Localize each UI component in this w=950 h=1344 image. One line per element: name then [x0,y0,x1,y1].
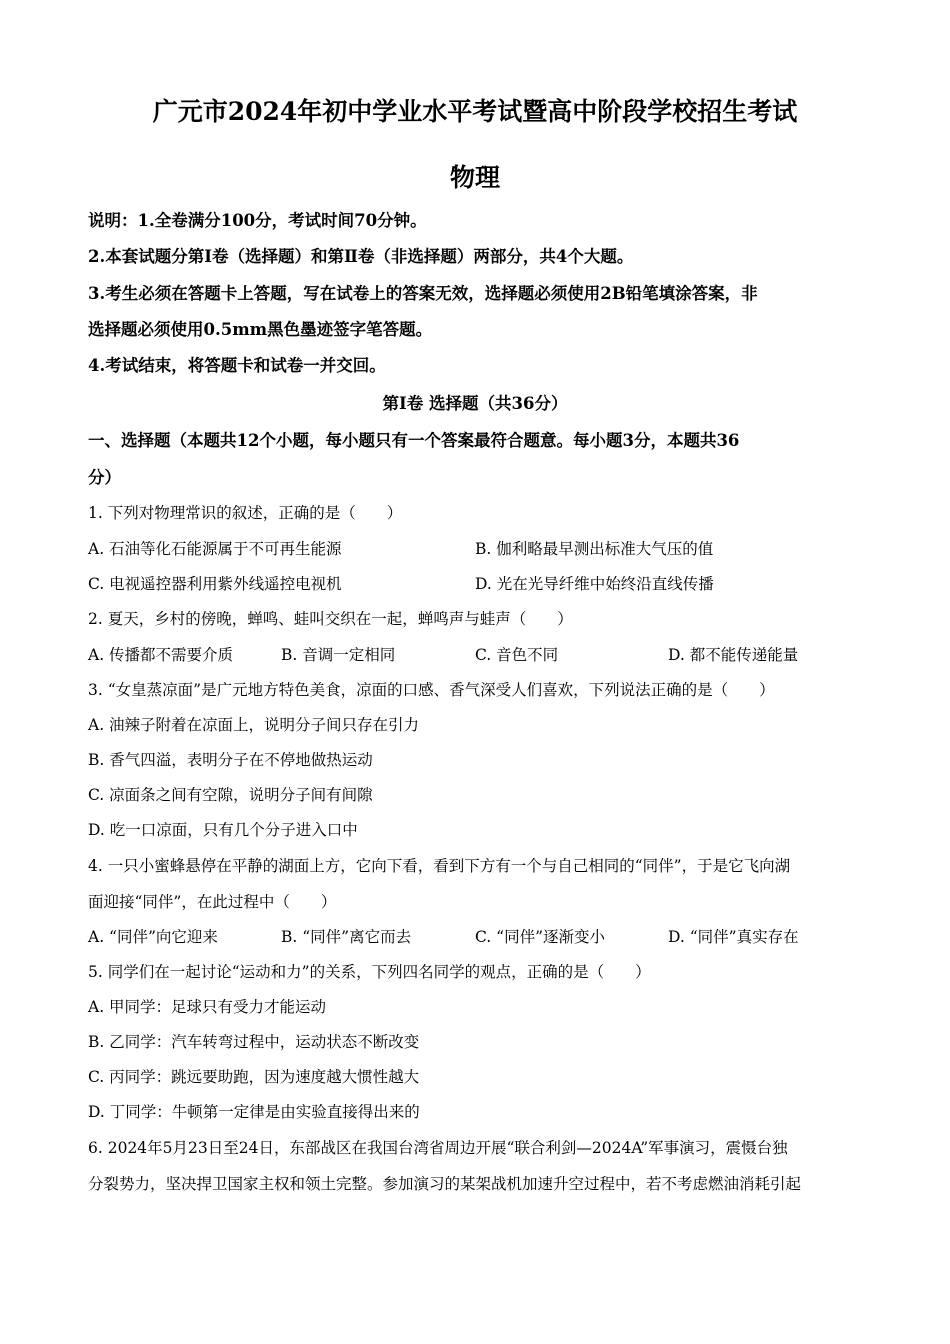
part-one-heading-cont: 分） [88,468,121,487]
question-1-option-c: C. 电视遥控器利用紫外线遥控电视机 [88,575,342,593]
question-2-stem: 2. 夏天，乡村的傍晚，蝉鸣、蛙叫交织在一起，蝉鸣声与蛙声（ ） [88,610,573,628]
question-4-option-d: D. “同伴”真实存在 [668,928,799,946]
question-3-stem: 3. “女皇蒸凉面”是广元地方特色美食，凉面的口感、香气深受人们喜欢，下列说法正确的是（ ） [88,681,775,699]
question-2-option-b: B. 音调一定相同 [281,646,396,664]
question-1-option-b: B. 伽利略最早测出标准大气压的值 [475,540,714,558]
instruction-3-cont: 选择题必须使用0.5mm黑色墨迹签字笔答题。 [88,320,433,339]
instruction-4: 4.考试结束，将答题卡和试卷一并交回。 [88,356,386,375]
question-2-option-a: A. 传播都不需要介质 [88,646,234,664]
question-5-option-c: C. 丙同学：跳远要助跑，因为速度越大惯性越大 [88,1068,420,1086]
subject-title: 物理 [449,163,500,192]
question-3-option-b: B. 香气四溢，表明分子在不停地做热运动 [88,751,373,769]
question-1-option-d: D. 光在光导纤维中始终沿直线传播 [475,575,714,593]
question-6-stem-cont: 分裂势力，坚决捍卫国家主权和领土完整。参加演习的某架战机加速升空过程中，若不考虑燃油消耗引起 [88,1175,802,1193]
question-4-option-c: C. “同伴”逐渐变小 [475,928,606,946]
exam-title: 广元市2024年初中学业水平考试暨高中阶段学校招生考试 [152,97,798,126]
question-5-option-b: B. 乙同学：汽车转弯过程中，运动状态不断改变 [88,1033,420,1051]
question-5-option-d: D. 丁同学：牛顿第一定律是由实验直接得出来的 [88,1103,420,1121]
question-1-stem: 1. 下列对物理常识的叙述，正确的是（ ） [88,504,403,522]
question-4-option-b: B. “同伴”离它而去 [281,928,412,946]
question-3-option-a: A. 油辣子附着在凉面上，说明分子间只存在引力 [88,716,420,734]
question-1-option-a: A. 石油等化石能源属于不可再生能源 [88,540,342,558]
question-5-stem: 5. 同学们在一起讨论“运动和力”的关系，下列四名同学的观点，正确的是（ ） [88,963,651,981]
question-2-option-d: D. 都不能传递能量 [668,646,799,664]
part-one-heading: 一、选择题（本题共12个小题，每小题只有一个答案最符合题意。每小题3分，本题共36 [88,431,740,450]
instruction-3: 3.考生必须在答题卡上答题，写在试卷上的答案无效，选择题必须使用2B铅笔填涂答案，非 [88,284,758,303]
question-4-stem-cont: 面迎接“同伴”，在此过程中（ ） [88,893,337,911]
question-3-option-c: C. 凉面条之间有空隙，说明分子间有间隙 [88,786,373,804]
section-title: 第Ⅰ卷 选择题（共36分） [382,394,568,413]
question-5-option-a: A. 甲同学：足球只有受力才能运动 [88,998,327,1016]
question-6-stem: 6. 2024年5月23日至24日，东部战区在我国台湾省周边开展“联合利剑—2024A”军事演习，震慑台独 [88,1139,788,1157]
instruction-2: 2.本套试题分第Ⅰ卷（选择题）和第Ⅱ卷（非选择题）两部分，共4个大题。 [88,247,634,266]
instruction-1: 说明：1.全卷满分100分，考试时间70分钟。 [88,211,427,230]
question-2-option-c: C. 音色不同 [475,646,559,664]
question-3-option-d: D. 吃一口凉面，只有几个分子进入口中 [88,821,358,839]
question-4-stem: 4. 一只小蜜蜂悬停在平静的湖面上方，它向下看，看到下方有一个与自己相同的“同伴”，于是它飞向湖 [88,857,791,875]
question-4-option-a: A. “同伴”向它迎来 [88,928,218,946]
